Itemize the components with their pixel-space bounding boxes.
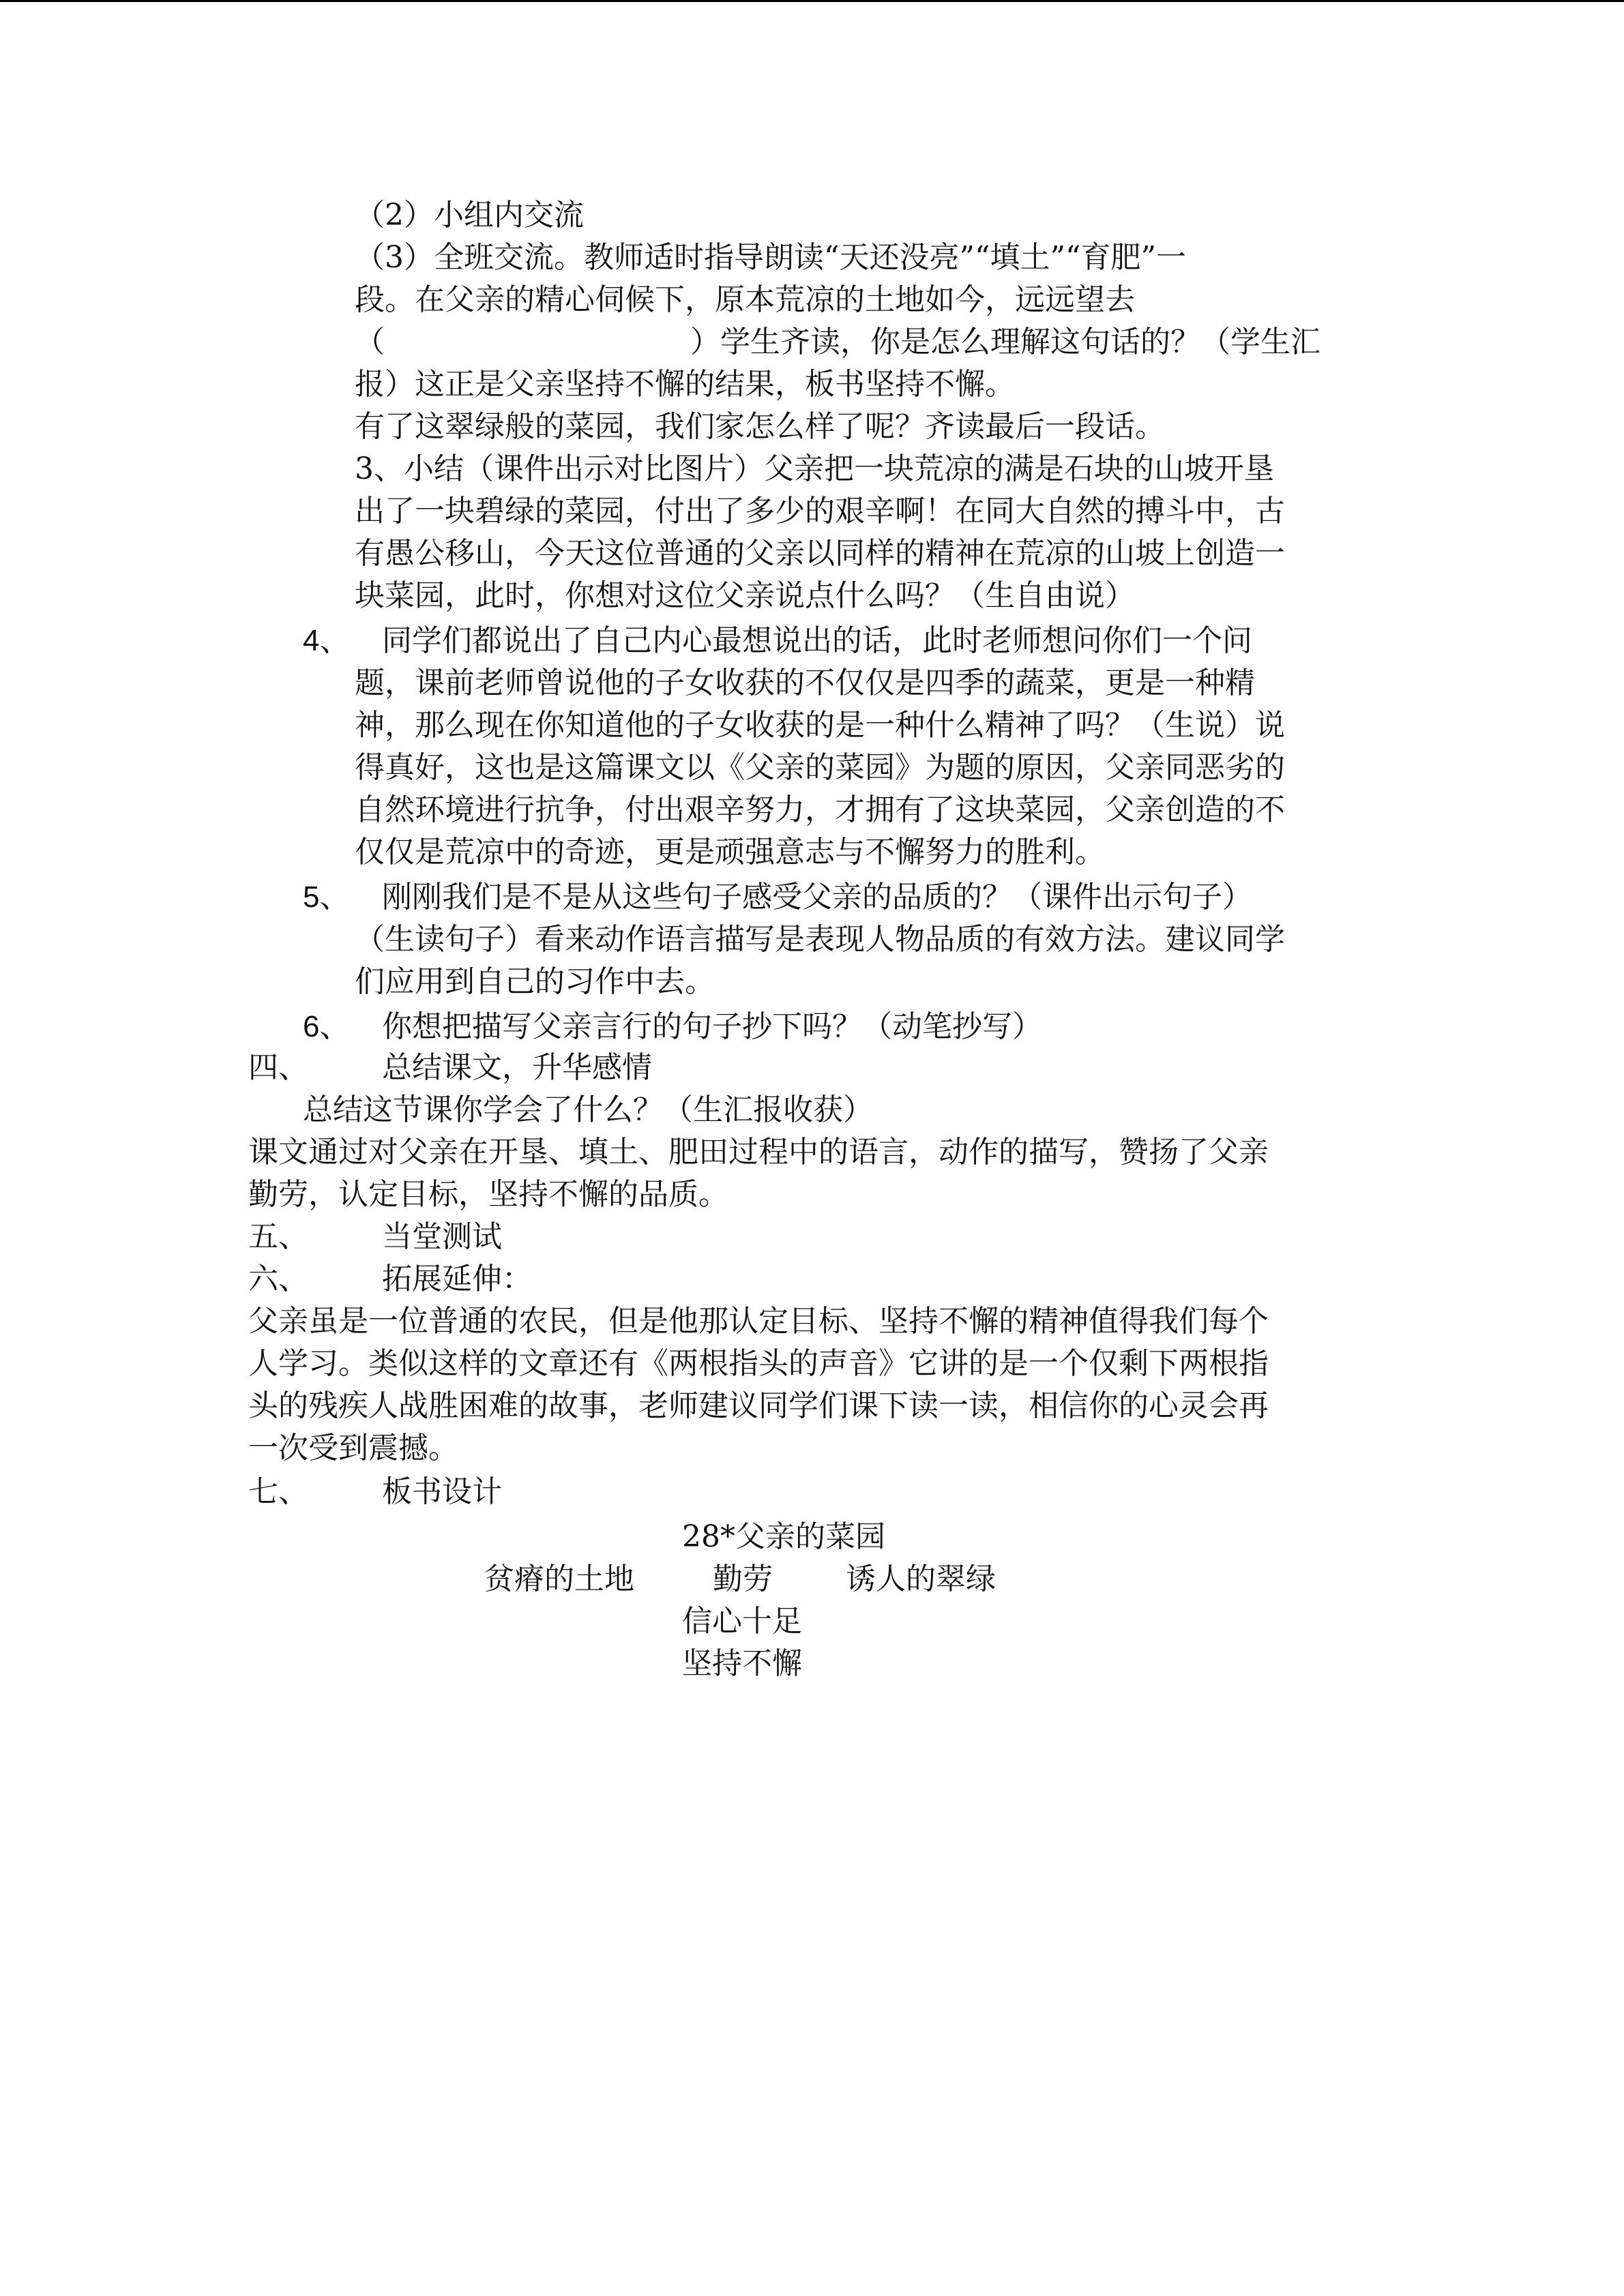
section-heading: 当堂测试	[382, 1219, 502, 1254]
text-line: （生读句子）看来动作语言描写是表现人物品质的有效方法。建议同学	[355, 922, 1285, 957]
section-heading: 拓展延伸：	[382, 1262, 532, 1296]
list-number: 5、	[303, 880, 350, 914]
text-line: 勤劳，认定目标，坚持不懈的品质。	[248, 1177, 728, 1212]
text-line: 出了一块碧绿的菜园，付出了多少的艰辛啊！在同大自然的搏斗中，古	[355, 494, 1285, 528]
text-line: （3）全班交流。教师适时指导朗读“天还没亮”“填土”“育肥”一	[355, 240, 1186, 275]
text-line: 神，那么现在你知道他的子女收获的是一种什么精神了吗？（生说）说	[355, 708, 1285, 743]
board-item: 坚持不懈	[682, 1646, 802, 1681]
section-heading: 板书设计	[382, 1474, 502, 1509]
board-left-label: 贫瘠的土地	[484, 1562, 634, 1596]
text-line: 报）这正是父亲坚持不懈的结果，板书坚持不懈。	[355, 367, 1015, 402]
text-line: 同学们都说出了自己内心最想说出的话，此时老师想问你们一个问	[382, 623, 1252, 658]
text-line: 一次受到震撼。	[248, 1431, 458, 1465]
text-line: 3、小结（课件出示对比图片）父亲把一块荒凉的满是石块的山坡开垦	[355, 451, 1274, 486]
text-line: 段。在父亲的精心伺候下，原本荒凉的土地如今，远远望去	[355, 282, 1135, 317]
section-number: 五、	[248, 1219, 308, 1254]
section-number: 六、	[248, 1262, 308, 1296]
text-line: 题，课前老师曾说他的子女收获的不仅仅是四季的蔬菜，更是一种精	[355, 666, 1255, 700]
text-line: 块菜园，此时，你想对这位父亲说点什么吗？（生自由说）	[355, 578, 1135, 613]
section-heading: 总结课文，升华感情	[382, 1050, 652, 1085]
list-number: 4、	[303, 624, 350, 657]
section-number: 四、	[248, 1050, 308, 1085]
text-line: （	[355, 325, 385, 359]
text-line: 头的残疾人战胜困难的故事，老师建议同学们课下读一读，相信你的心灵会再	[248, 1388, 1269, 1423]
section-number: 七、	[248, 1474, 308, 1509]
board-right-label: 诱人的翠绿	[846, 1562, 996, 1596]
text-line: 人学习。类似这样的文章还有《两根指头的声音》它讲的是一个仅剩下两根指	[248, 1346, 1269, 1381]
text-line: 总结这节课你学会了什么？（生汇报收获）	[303, 1092, 873, 1127]
list-number: 6、	[303, 1010, 350, 1043]
text-line: 有了这翠绿般的菜园，我们家怎么样了呢？齐读最后一段话。	[355, 409, 1165, 444]
board-middle-label: 勤劳	[713, 1562, 773, 1596]
board-item: 信心十足	[682, 1604, 802, 1639]
text-line: 父亲虽是一位普通的农民，但是他那认定目标、坚持不懈的精神值得我们每个	[248, 1304, 1269, 1339]
text-line: ）学生齐读，你是怎么理解这句话的？（学生汇	[690, 325, 1320, 359]
text-line: 得真好，这也是这篇课文以《父亲的菜园》为题的原因，父亲同恶劣的	[355, 750, 1285, 785]
text-line: 刚刚我们是不是从这些句子感受父亲的品质的？（课件出示句子）	[382, 880, 1252, 914]
top-border	[0, 0, 1624, 2]
text-line: 课文通过对父亲在开垦、填土、肥田过程中的语言，动作的描写，赞扬了父亲	[248, 1135, 1269, 1169]
text-line: 有愚公移山，今天这位普通的父亲以同样的精神在荒凉的山坡上创造一	[355, 536, 1285, 571]
text-line: 你想把描写父亲言行的句子抄下吗？（动笔抄写）	[382, 1009, 1042, 1044]
text-line: 们应用到自己的习作中去。	[355, 964, 715, 999]
text-line: 自然环境进行抗争，付出艰辛努力，才拥有了这块菜园，父亲创造的不	[355, 792, 1285, 827]
text-line: （2）小组内交流	[355, 198, 584, 233]
board-title: 28*父亲的菜园	[682, 1519, 885, 1554]
text-line: 仅仅是荒凉中的奇迹，更是顽强意志与不懈努力的胜利。	[355, 835, 1105, 869]
